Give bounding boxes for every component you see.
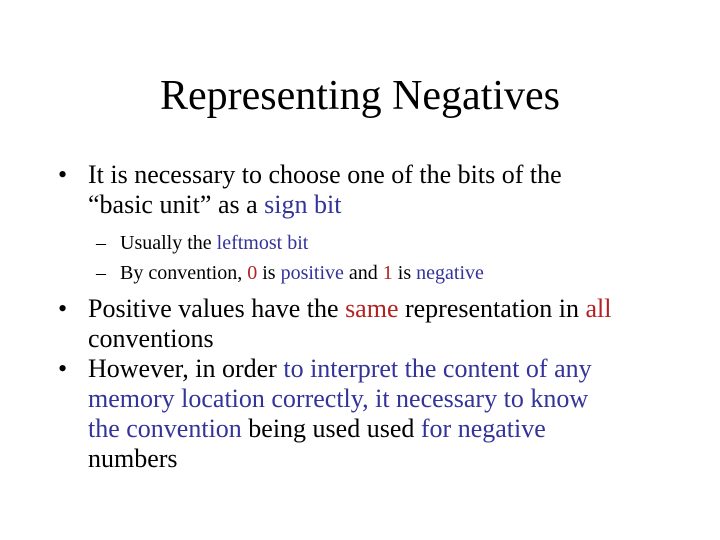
negative-term: negative <box>416 262 484 284</box>
bullet-3-text-a: However, in order <box>88 354 284 383</box>
sub-2-text-c: is <box>257 262 281 284</box>
bullet-mark: • <box>58 294 68 323</box>
bullet-3-line-3 <box>88 414 680 444</box>
bullet-1-line-2 <box>88 190 680 220</box>
same-term: same <box>345 294 399 323</box>
bullet-1-text: “basic unit” as a <box>88 190 265 219</box>
bullet-2-line-1 <box>88 294 680 324</box>
leftmost-bit-term: leftmost bit <box>216 232 309 254</box>
slide-title: Representing Negatives <box>159 73 561 119</box>
bullet-3 <box>0 354 720 474</box>
for-negative-term: for negative <box>420 414 546 443</box>
bullet-mark: • <box>58 160 68 189</box>
bullet-2-line-2: conventions <box>88 324 214 353</box>
sub-bullet-2 <box>0 258 720 288</box>
bullet-mark: • <box>58 354 68 383</box>
bullet-3-line-2: memory location correctly, it necessary to know <box>88 384 589 413</box>
sub-bullet-mark: – <box>96 262 106 284</box>
zero-value: 0 <box>247 262 258 284</box>
bullet-1 <box>0 160 720 220</box>
interpret-phrase: to interpret the content of any <box>283 354 592 383</box>
bullet-3-line-1 <box>88 354 680 384</box>
sub-bullet-1 <box>0 228 720 258</box>
sub-bullet-mark: – <box>96 232 106 254</box>
sign-bit-term: sign bit <box>264 190 342 219</box>
sub-2-text-g: is <box>392 262 417 284</box>
sub-2-text-e: and <box>343 262 383 284</box>
bullet-2 <box>0 294 720 354</box>
convention-term: the convention <box>88 414 242 443</box>
sub-2-text-a: By convention, <box>120 262 248 284</box>
positive-term: positive <box>280 262 344 284</box>
one-value: 1 <box>382 262 393 284</box>
bullet-3-line-4: numbers <box>88 444 178 473</box>
all-term: all <box>585 294 612 323</box>
bullet-2-text-c: representation in <box>398 294 586 323</box>
slide-body <box>0 160 720 474</box>
bullet-2-text-a: Positive values have the <box>88 294 346 323</box>
bullet-1-line-1: It is necessary to choose one of the bits of the <box>88 160 562 189</box>
sub-1-text: Usually the <box>120 232 217 254</box>
bullet-3-text-e: being used used <box>241 414 421 443</box>
